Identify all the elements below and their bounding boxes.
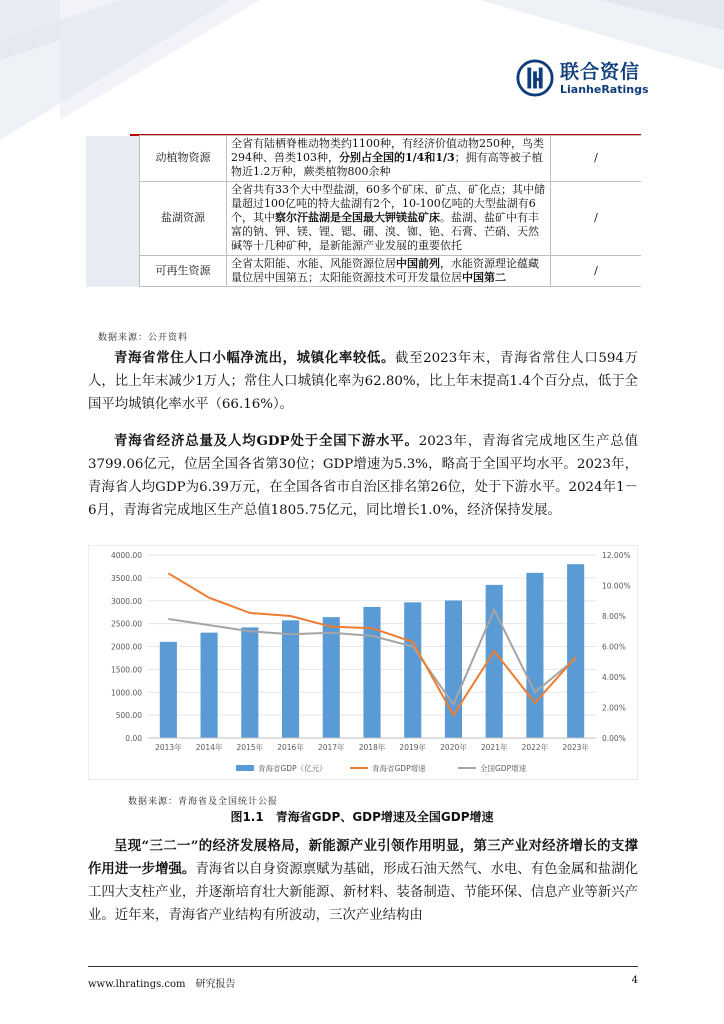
legend-label: 全国GDP增速 xyxy=(480,764,527,773)
footer-rule xyxy=(88,966,638,967)
paragraph-economy: 青海省经济总量及人均GDP处于全国下游水平。2023年，青海省完成地区生产总值3799.06亿元，位居全国各省第30位；GDP增速为5.3%，略高于全国平均水平。2023年，青海省人均GDP为6.39万元，在全国各省市自治区排名第26位，处于下游水平。2024年1－6月，青海省完成地区生产总值1805.75亿元，同比增长1.0%，经济保持发展。 xyxy=(88,433,638,518)
x-tick-label: 2016年 xyxy=(277,743,304,752)
gdp-bar xyxy=(160,642,177,738)
gdp-bar xyxy=(241,627,258,738)
chart-source: 数据来源：青海省及全国统计公报 xyxy=(128,797,279,807)
row-spacer xyxy=(86,181,140,255)
description-fragment: 中国前列 xyxy=(396,256,440,270)
left-tick-label: 3000.00 xyxy=(110,596,142,606)
description-fragment: 察尔汗盐湖是全国最大钾镁盐矿床 xyxy=(275,211,440,225)
gdp-bar xyxy=(404,602,421,738)
gdp-bar xyxy=(363,607,380,738)
logo-en-text: LianheRatings xyxy=(560,82,649,96)
legend-swatch-bar xyxy=(236,765,254,771)
right-tick-label: 8.00% xyxy=(602,612,626,621)
left-tick-label: 2000.00 xyxy=(110,642,142,652)
gdp-bar xyxy=(526,573,543,738)
left-tick-label: 1000.00 xyxy=(110,688,142,698)
x-tick-label: 2018年 xyxy=(358,743,386,752)
left-tick-label: 0.00 xyxy=(125,734,142,743)
right-tick-label: 12.00% xyxy=(602,551,631,560)
row-note: / xyxy=(551,181,642,255)
x-tick-label: 2014年 xyxy=(195,743,223,752)
gdp-bar xyxy=(282,620,299,738)
right-tick-label: 4.00% xyxy=(602,673,626,682)
row-spacer xyxy=(86,255,140,286)
x-tick-label: 2017年 xyxy=(317,743,345,752)
page-footer xyxy=(88,975,638,990)
logo-cn-text: 联合资信 xyxy=(560,60,641,83)
description-fragment: 。盐湖、盐矿中有丰富的钠、钾、镁、锂、锶、硼、溴、铷、铯、石膏、芒硝、天然碱等十几种矿种，是新能源产业发展的重要依托 xyxy=(231,211,539,253)
row-description xyxy=(227,181,551,255)
left-tick-label: 4000.00 xyxy=(110,551,142,560)
left-tick-label: 2500.00 xyxy=(110,619,142,629)
x-tick-label: 2023年 xyxy=(562,743,589,752)
x-tick-label: 2020年 xyxy=(440,743,467,752)
left-tick-label: 3500.00 xyxy=(110,573,142,583)
table-source: 数据来源：公开资料 xyxy=(98,333,189,343)
lianhe-logo xyxy=(516,58,649,98)
table-row xyxy=(86,181,641,255)
gdp-bar xyxy=(201,633,218,738)
description-fragment: 全省太阳能、水能、风能资源位居 xyxy=(231,256,396,270)
paragraph-population: 青海省常住人口小幅净流出，城镇化率较低。截至2023年末，青海省常住人口594万人，比上年末减少1万人；常住人口城镇化率为62.80%，比上年末提高1.4个百分点，低于全国平均城镇化率水平（66.16%）。 xyxy=(88,350,638,412)
row-description xyxy=(227,255,551,286)
description-fragment: 全省有陆栖脊椎动物类约1100种，有经济价值动物250种，鸟类294种、兽类103种， xyxy=(231,137,544,165)
row-note: / xyxy=(551,255,642,286)
x-tick-label: 2019年 xyxy=(399,743,427,752)
row-note: / xyxy=(551,136,642,182)
description-fragment: 全省共有33个大中型盐湖，60多个矿床、矿点、矿化点；其中储量超过100亿吨的特大盐湖有2个，10-100亿吨的大型盐湖有6个，其中 xyxy=(231,182,545,225)
table-row xyxy=(86,136,641,182)
left-tick-label: 1500.00 xyxy=(110,665,142,675)
description-fragment: ，水能资源理论蕴藏量位居中国第五；太阳能资源技术可开发量位居 xyxy=(231,256,539,284)
x-tick-label: 2021年 xyxy=(480,743,508,752)
right-tick-label: 10.00% xyxy=(602,581,631,591)
left-tick-label: 500.00 xyxy=(115,711,142,721)
gdp-chart xyxy=(88,545,638,780)
row-category: 动植物资源 xyxy=(140,136,227,182)
footer-site: www.lhratings.com 研究报告 xyxy=(88,979,236,990)
x-tick-label: 2013年 xyxy=(155,743,182,752)
paragraph-structure: 呈现“三二一”的经济发展格局，新能源产业引领作用明显，第三产业对经济增长的支撑作用进一步增强。青海省以自身资源禀赋为基础，形成石油天然气、水电、有色金属和盐湖化工四大支柱产业，并逐渐培育壮大新能源、新材料、装备制造、节能环保、信息产业等新兴产业。近年来，青海省产业结构有所波动，三次产业结构由 xyxy=(88,838,639,923)
gdp-bar xyxy=(567,564,584,738)
gdp-bar xyxy=(323,617,340,738)
page-number: 4 xyxy=(631,975,638,986)
legend-label: 青海省GDP（亿元） xyxy=(258,764,327,773)
legend-label: 青海省GDP增速 xyxy=(372,764,426,773)
row-spacer xyxy=(86,136,140,182)
x-tick-label: 2022年 xyxy=(521,743,549,752)
right-tick-label: 2.00% xyxy=(602,703,626,713)
description-fragment: 分别占全国的1/4和1/3 xyxy=(339,151,455,165)
row-category: 可再生资源 xyxy=(140,255,227,286)
description-fragment: ；拥有高等被子植物近1.2万种，蕨类植物800余种 xyxy=(231,151,543,179)
lianhe-logo-icon xyxy=(516,59,554,97)
x-tick-label: 2015年 xyxy=(236,743,264,752)
table-row xyxy=(86,255,641,286)
right-tick-label: 6.00% xyxy=(602,642,626,652)
resource-table xyxy=(86,135,641,287)
row-description xyxy=(227,136,551,182)
gdp-bar xyxy=(445,600,462,738)
figure-caption: 图1.1 青海省GDP、GDP增速及全国GDP增速 xyxy=(230,810,494,824)
description-fragment: 中国第二 xyxy=(462,270,506,284)
right-tick-label: 0.00% xyxy=(602,734,626,743)
row-category: 盐湖资源 xyxy=(140,181,227,255)
